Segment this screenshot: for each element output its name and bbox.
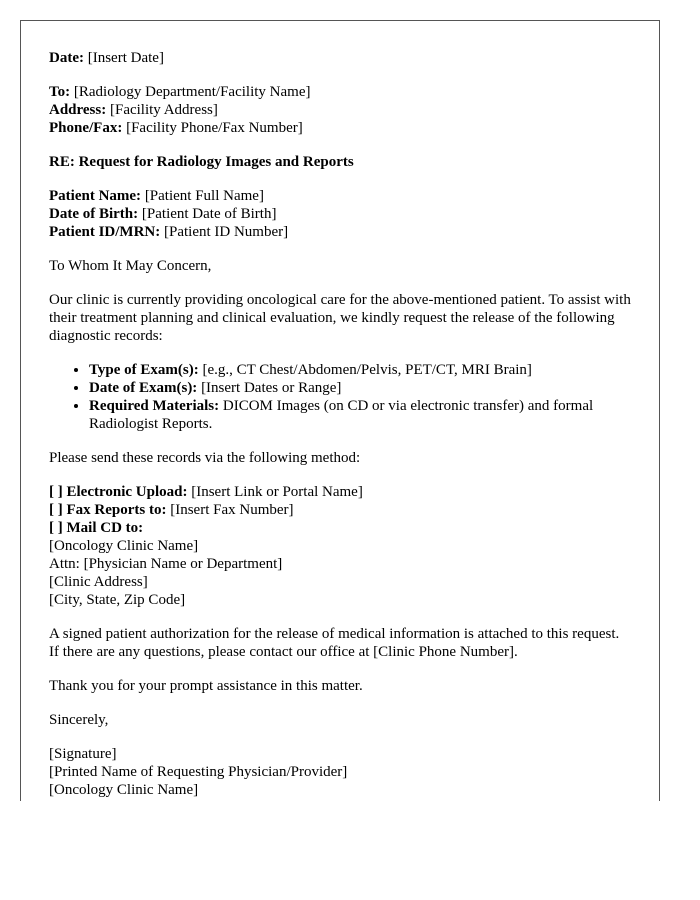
patient-id-value: [Patient ID Number] [160, 224, 289, 240]
subject-text: RE: Request for Radiology Images and Reports [49, 154, 354, 170]
to-label: To: [49, 84, 71, 100]
mail-option [49, 519, 631, 537]
to-line [49, 83, 631, 101]
fax-option [49, 501, 631, 519]
date-line [49, 49, 631, 67]
patient-dob-line [49, 205, 631, 223]
date-label: Date: [49, 50, 84, 66]
date-value: [Insert Date] [83, 50, 164, 66]
mail-address-line: Attn: [Physician Name or Department] [49, 556, 283, 572]
salutation: To Whom It May Concern, [49, 258, 212, 274]
upload-label: [ ] Electronic Upload: [49, 484, 188, 500]
upload-option [49, 483, 631, 501]
fax-value: [Insert Fax Number] [166, 502, 294, 518]
patient-dob-label: Date of Birth: [49, 206, 139, 222]
records-list [49, 361, 631, 433]
printed-name-line: [Printed Name of Requesting Physician/Provider] [49, 764, 348, 780]
phone-value: [Facility Phone/Fax Number] [122, 120, 303, 136]
phone-line [49, 119, 631, 137]
address-value: [Facility Address] [106, 102, 218, 118]
upload-value: [Insert Link or Portal Name] [187, 484, 363, 500]
list-item [89, 397, 631, 433]
address-label: Address: [49, 102, 107, 118]
authorization-paragraph: A signed patient authorization for the release of medical information is attached to this request. If there are any questions, please contact our office at [Clinic Phone Number]. [49, 626, 620, 660]
mail-label: [ ] Mail CD to: [49, 520, 144, 536]
patient-block [49, 187, 631, 241]
address-line [49, 101, 631, 119]
phone-label: Phone/Fax: [49, 120, 123, 136]
fax-label: [ ] Fax Reports to: [49, 502, 167, 518]
patient-name-line [49, 187, 631, 205]
patient-dob-value: [Patient Date of Birth] [138, 206, 277, 222]
intro-paragraph: Our clinic is currently providing oncological care for the above-mentioned patient. To assist with their treatment planning and clinical evaluation, we kindly request the release of the following diagnostic records: [49, 292, 631, 344]
list-item [89, 379, 631, 397]
mail-address-line: [Clinic Address] [49, 574, 148, 590]
patient-id-line [49, 223, 631, 241]
signature-block [49, 745, 631, 799]
record-value: [Insert Dates or Range] [197, 380, 342, 396]
recipient-block [49, 83, 631, 137]
to-value: [Radiology Department/Facility Name] [70, 84, 311, 100]
clinic-name-line: [Oncology Clinic Name] [49, 782, 199, 798]
mail-address-line: [City, State, Zip Code] [49, 592, 186, 608]
record-value: DICOM Images (on CD or via electronic transfer) and formal Radiologist Reports. [89, 398, 594, 432]
record-value: [e.g., CT Chest/Abdomen/Pelvis, PET/CT, MRI Brain] [198, 362, 532, 378]
closing-line: Sincerely, [49, 712, 109, 728]
method-intro: Please send these records via the following method: [49, 450, 361, 466]
patient-name-value: [Patient Full Name] [141, 188, 264, 204]
subject-line [49, 153, 631, 171]
thanks-line: Thank you for your prompt assistance in this matter. [49, 678, 363, 694]
mail-address-line: [Oncology Clinic Name] [49, 538, 199, 554]
record-label: Date of Exam(s): [89, 380, 198, 396]
patient-name-label: Patient Name: [49, 188, 142, 204]
record-label: Required Materials: [89, 398, 220, 414]
list-item [89, 361, 631, 379]
patient-id-label: Patient ID/MRN: [49, 224, 161, 240]
record-label: Type of Exam(s): [89, 362, 199, 378]
letter-page [20, 20, 660, 801]
methods-block [49, 483, 631, 609]
signature-line: [Signature] [49, 746, 117, 762]
